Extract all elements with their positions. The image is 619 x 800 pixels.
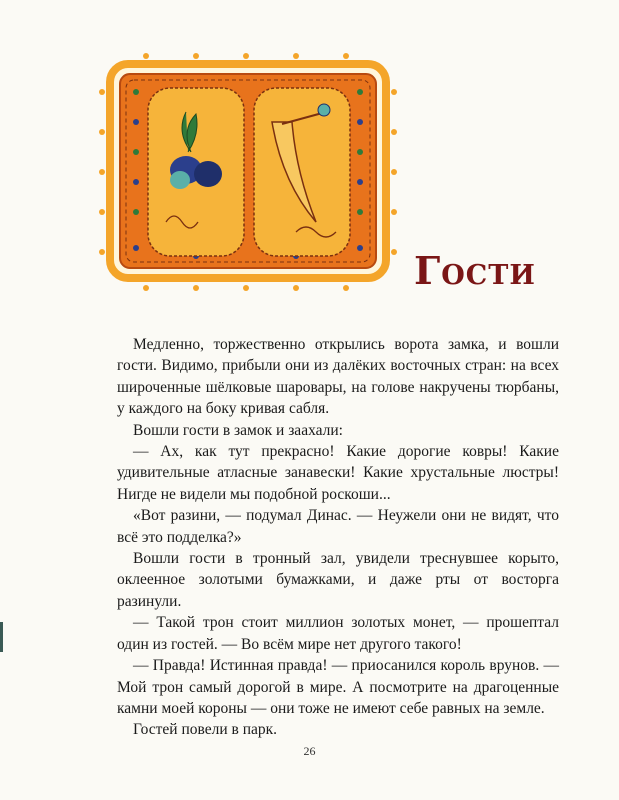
chapter-illustration — [96, 52, 400, 292]
paragraph: Медленно, торжественно открылись ворота замка, и вошли гости. Видимо, прибыли они из далёких восточных стран: на всех широченные шёлковые шаровары, на голове накручены тюрбаны, у каждого на боку кривая сабля. — [117, 336, 559, 418]
paragraph: — Правда! Истинная правда! — приосанился король врунов. — Мой трон самый дорогой в мире. А посмотрите на драгоценные камни моей короны — они тоже не имеют себе равных на земле. — [117, 657, 559, 717]
paragraph: Вошли гости в тронный зал, увидели треснувшее корыто, оклеенное золотыми бумажками, и даже рты от восторга разинули. — [117, 550, 559, 610]
paragraph: — Ах, как тут прекрасно! Какие дорогие ковры! Какие удивительные атласные занавески! Какие хрустальные люстры! Нигде не видели мы подобной роскоши... — [117, 443, 559, 503]
paragraph: «Вот разини, — подумал Динас. — Неужели они не видят, что всё это подделка?» — [117, 507, 559, 546]
story-text — [117, 334, 559, 741]
paragraph: Вошли гости в замок и заахали: — [133, 421, 343, 439]
paragraph: — Такой трон стоит миллион золотых монет, — прошептал один из гостей. — Во всём мире нет другого такого! — [117, 614, 559, 653]
page-number: 26 — [303, 744, 316, 758]
chapter-title: Гости — [414, 248, 536, 293]
page-edge-mark — [0, 622, 3, 652]
paragraph: Гостей повели в парк. — [133, 721, 278, 739]
